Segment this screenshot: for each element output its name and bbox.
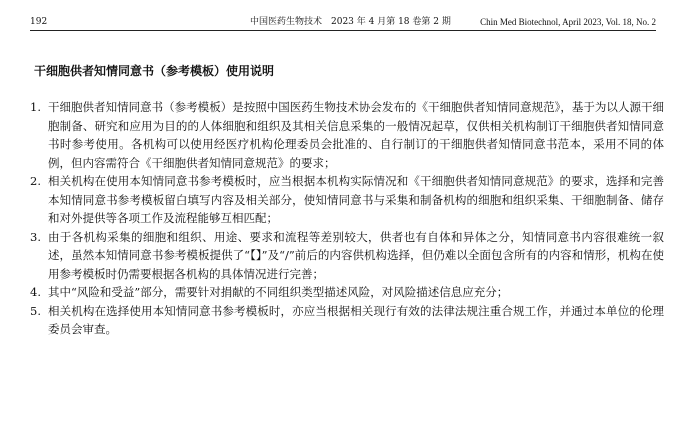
journal-citation-english: Chin Med Biotechnol, April 2023, Vol. 18, No. 2 <box>480 17 656 27</box>
journal-citation-chinese: 中国医药生物技术 2023 年 4 月第 18 卷第 2 期 <box>250 17 451 27</box>
item-text: 相关机构在使用本知情同意书参考模板时，应当根据本机构实际情况和《干细胞供者知情同意规范》的要求，选择和完善本知情同意书参考模板留白填写内容及相关部分，使知情同意书与采集和制备机构的细胞和组织采集、干细胞制备、储存和对外提供等各项工作及流程能够互相匹配； <box>48 174 664 225</box>
item-text: 相关机构在选择使用本知情同意书参考模板时，亦应当根据相关现行有效的法律法规注重合规工作，并通过本单位的伦理委员会审查。 <box>48 303 664 336</box>
page-number: 192 <box>30 17 48 27</box>
running-header <box>30 14 656 31</box>
list-item <box>30 283 664 302</box>
item-number: 5. <box>30 303 41 318</box>
item-text: 干细胞供者知情同意书（参考模板）是按照中国医药生物技术协会发布的《干细胞供者知情同意规范》，基于为以人源干细胞制备、研究和应用为目的的人体细胞和组织及其相关信息采集的一般情况起草，仅供相关机构制订干细胞供者知情同意书时参考使用。各机构可以使用经医疗机构伦理委员会批准的、自行制订的干细胞供者知情同意书范本，采用不同的体例，但内容需符合《干细胞供者知情同意规范》的要求； <box>48 100 664 170</box>
item-number: 2. <box>30 174 41 188</box>
item-text: 由于各机构采集的细胞和组织、用途、要求和流程等差别较大，供者也有自体和异体之分，知情同意书内容很难统一叙述，虽然本知情同意书参考模板提供了“【】”及“/”前后的内容供机构选择，但仍难以全面包含所有的内容和情形，机构在使用参考模板时仍需要根据各机构的具体情况进行完善； <box>48 229 664 281</box>
item-number: 4. <box>30 285 41 299</box>
list-item <box>30 98 664 172</box>
item-number: 3. <box>30 229 41 244</box>
section-title: 干细胞供者知情同意书（参考模板）使用说明 <box>34 64 275 78</box>
list-item <box>30 302 664 339</box>
instruction-list <box>30 98 664 339</box>
item-text: 其中“风险和受益”部分，需要针对捐献的不同组织类型描述风险，对风险描述信息应充分； <box>48 285 509 299</box>
list-item <box>30 172 664 228</box>
item-number: 1. <box>30 100 41 114</box>
list-item <box>30 228 664 284</box>
